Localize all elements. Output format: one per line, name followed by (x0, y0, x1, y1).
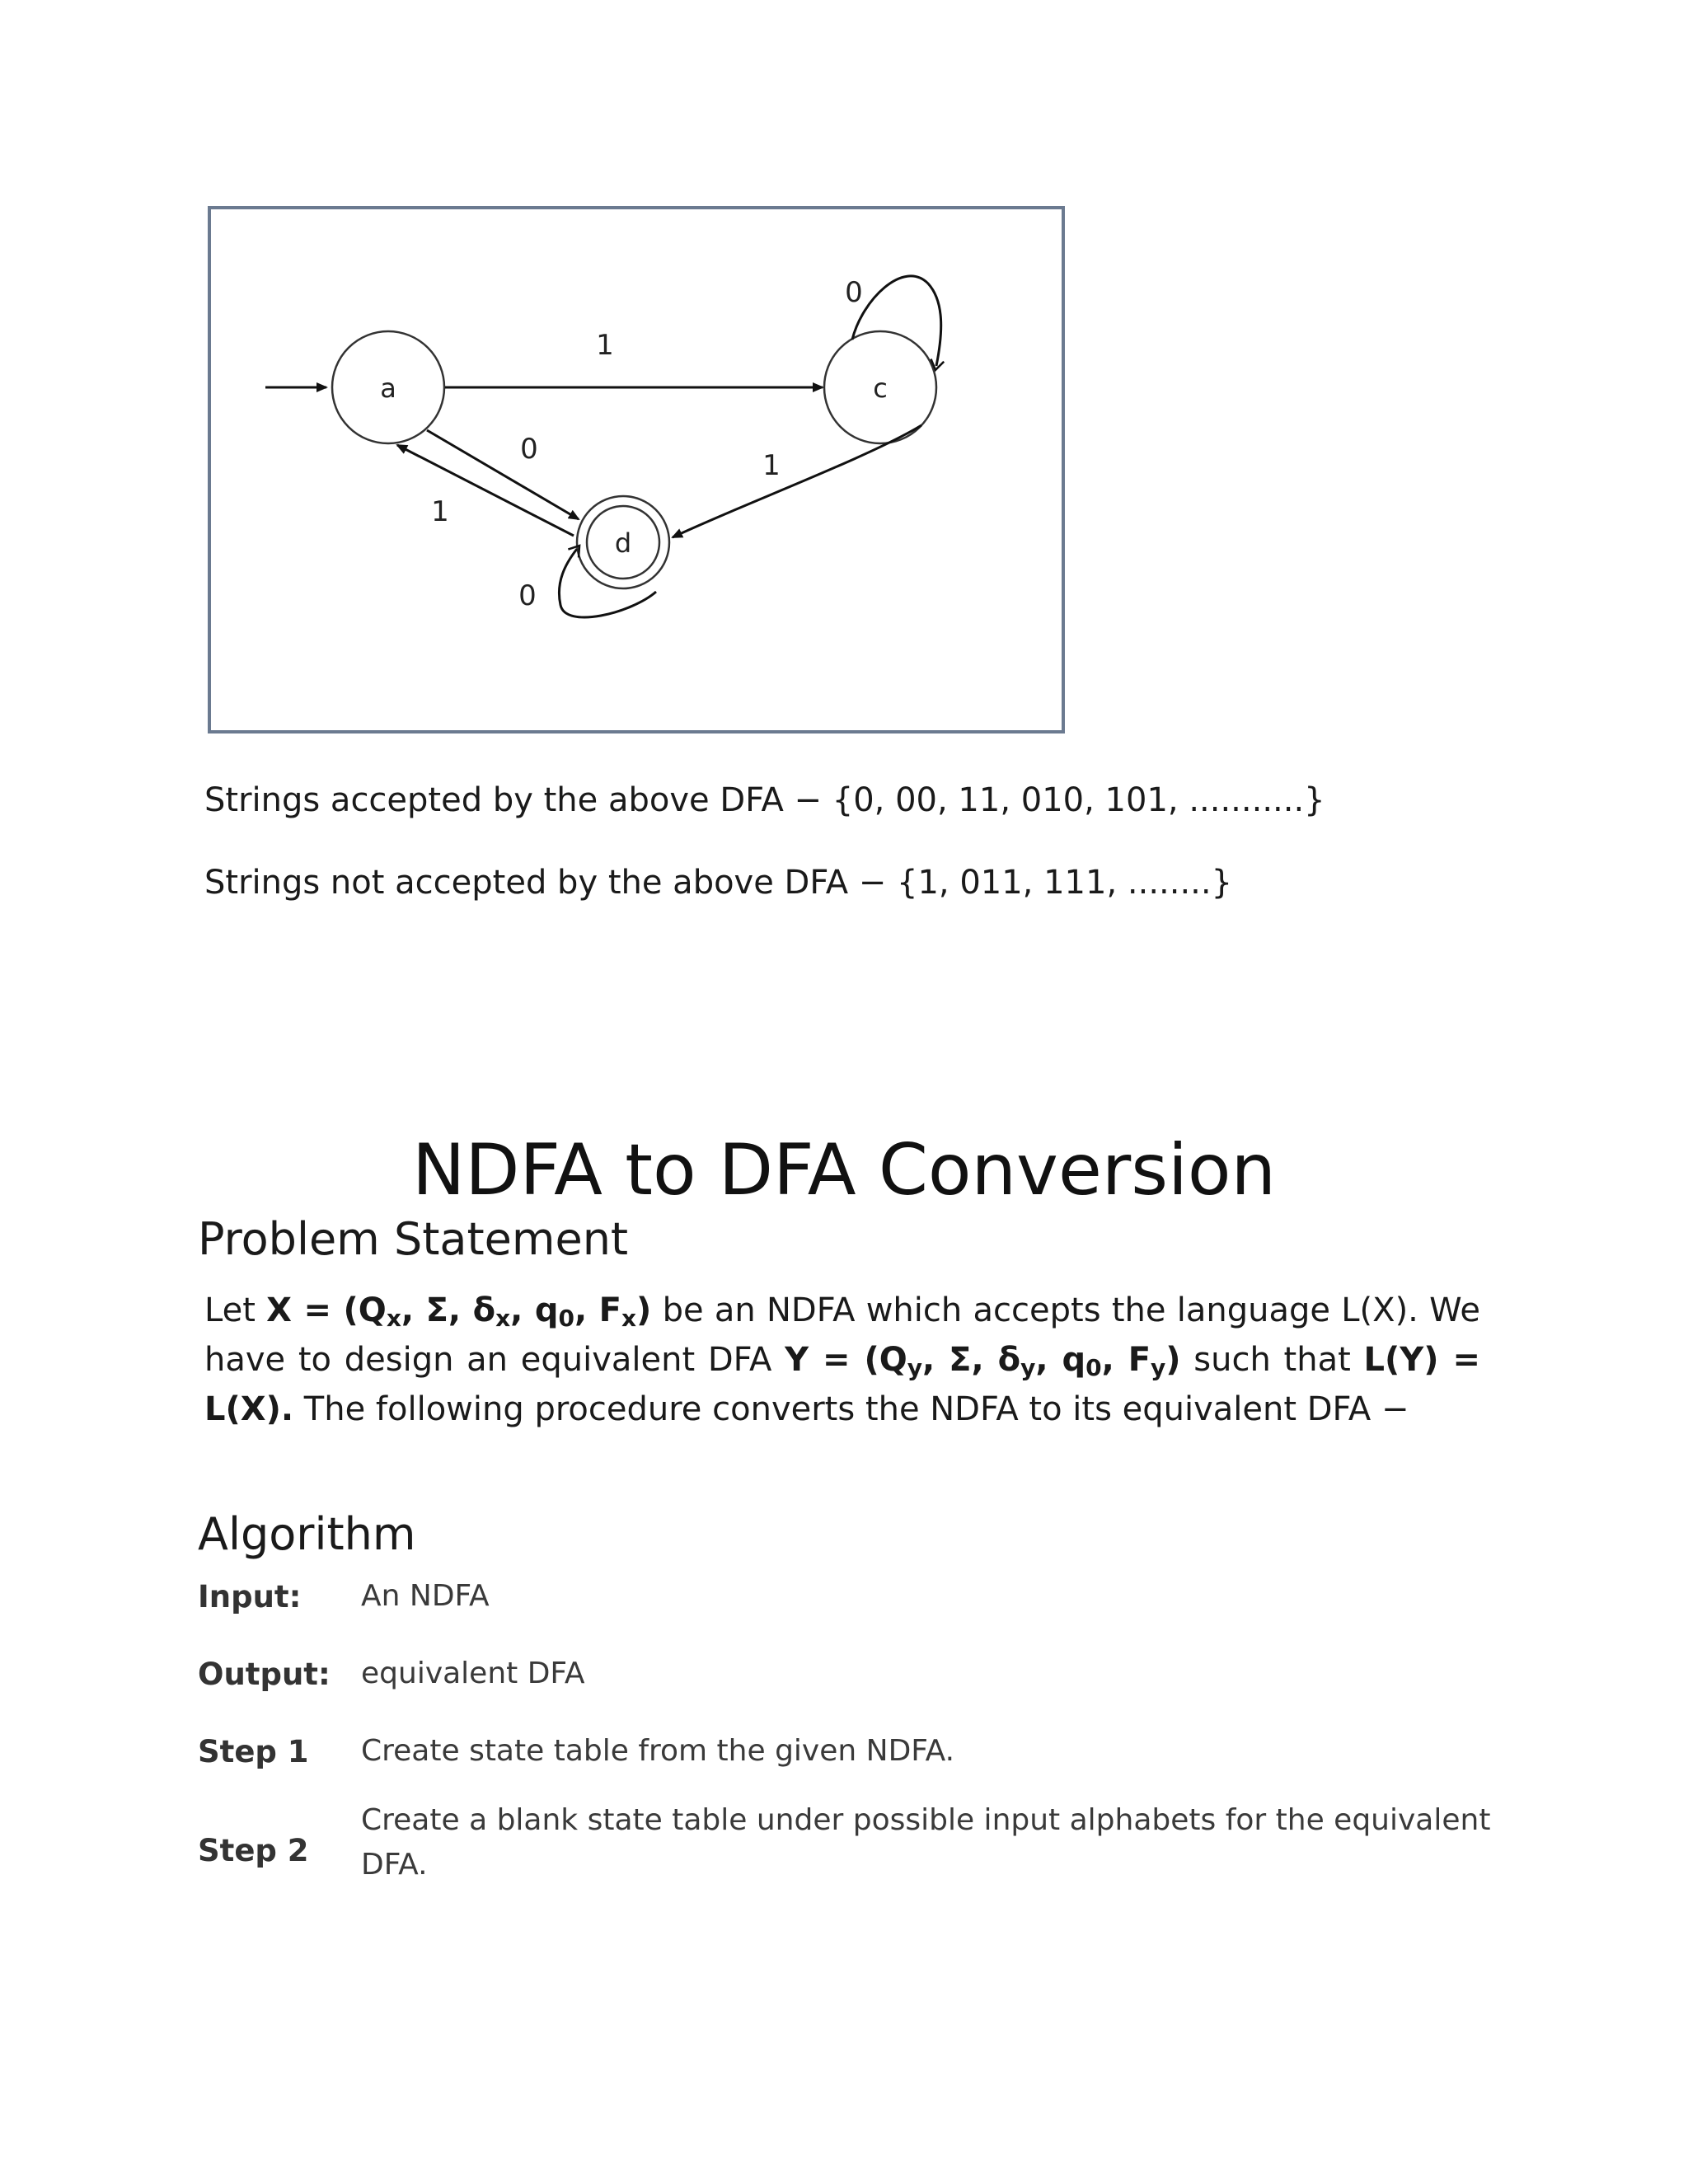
page-title: NDFA to DFA Conversion (411, 1129, 1277, 1212)
tuple-part: , Σ, δ (922, 1341, 1021, 1379)
tuple-part: , F (574, 1291, 621, 1329)
language-equality: L(Y) = L(X). (204, 1341, 1480, 1428)
transition-a-d-label: 0 (520, 433, 538, 466)
algorithm-label: Step 1 (198, 1734, 309, 1769)
dfa-diagram-svg (211, 209, 1062, 730)
transition-d-a (397, 445, 574, 536)
algorithm-label: Output: (198, 1657, 331, 1692)
tuple-part: Y = (Q (785, 1341, 907, 1379)
state-c-label: c (873, 373, 888, 404)
algorithm-label: Input: (198, 1579, 302, 1615)
state-a-label: a (380, 373, 396, 404)
transition-d-d-label: 0 (518, 579, 537, 612)
tuple-part: , q (510, 1291, 559, 1329)
subscript: y (1020, 1354, 1036, 1381)
algorithm-text: equivalent DFA (361, 1657, 585, 1690)
transition-d-a-label: 1 (431, 495, 449, 528)
tuple-part: , Σ, δ (401, 1291, 496, 1329)
dfa-diagram (208, 206, 1065, 733)
state-d-label: d (614, 527, 632, 559)
text-span: Let (204, 1291, 267, 1329)
tuple-part: X = (Q (266, 1291, 387, 1329)
algorithm-text: An NDFA (361, 1579, 490, 1613)
subscript: x (621, 1305, 637, 1332)
algorithm-text: Create state table from the given NDFA. (361, 1734, 955, 1768)
subscript: x (495, 1305, 511, 1332)
text-span: such that (1180, 1341, 1364, 1379)
tuple-part: ) (636, 1291, 652, 1329)
transition-c-c-label: 0 (845, 276, 863, 309)
transition-a-c-label: 1 (596, 329, 614, 362)
accepted-strings: Strings accepted by the above DFA − {0, 00, 11, 010, 101, ...........} (204, 781, 1325, 819)
problem-statement-heading: Problem Statement (198, 1213, 629, 1265)
subscript: 0 (1085, 1354, 1102, 1381)
subscript: x (386, 1305, 401, 1332)
transition-a-d (427, 430, 579, 519)
tuple-part: ) (1165, 1341, 1181, 1379)
text-span: be an NDFA which accepts the language L(X). We have to design an equivalent DFA (204, 1291, 1480, 1379)
not-accepted-strings: Strings not accepted by the above DFA − {1, 011, 111, ........} (204, 864, 1233, 902)
algorithm-heading: Algorithm (198, 1508, 416, 1560)
problem-statement-paragraph (204, 1286, 1480, 1434)
algorithm-text: Create a blank state table under possible input alphabets for the equivalent DFA. (361, 1803, 1491, 1882)
subscript: y (1151, 1354, 1166, 1381)
subscript: y (907, 1354, 922, 1381)
subscript: 0 (558, 1305, 574, 1332)
tuple-part: , F (1101, 1341, 1151, 1379)
ndfa-tuple (266, 1291, 652, 1332)
dfa-tuple (785, 1341, 1180, 1379)
transition-c-d-label: 1 (762, 449, 781, 482)
text-span: The following procedure converts the NDFA to its equivalent DFA − (293, 1390, 1409, 1428)
algorithm-label: Step 2 (198, 1833, 309, 1868)
tuple-part: , q (1035, 1341, 1086, 1379)
